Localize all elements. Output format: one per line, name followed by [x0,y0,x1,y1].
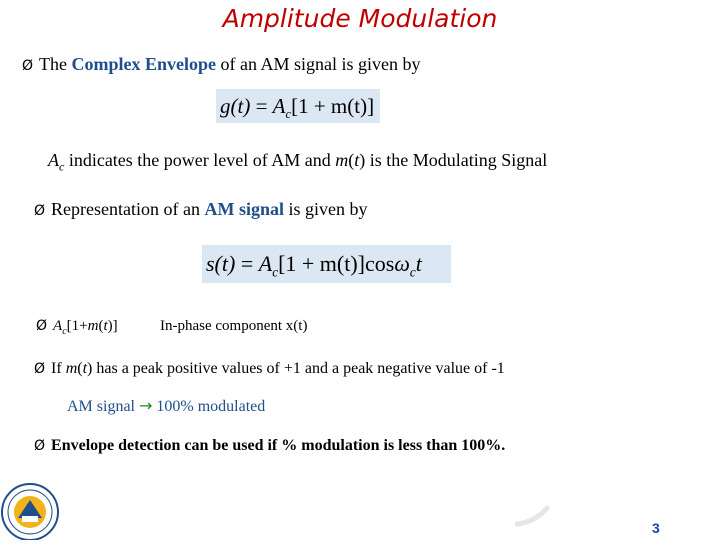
in-phase-description: In-phase component x(t) [160,318,308,334]
power-level-note: $A_c$ indicates the power level of AM and m(t) is the Modulating Signal [48,150,548,174]
in-phase-bullet: Ø $A_c[1+m(t)]$ [36,318,118,337]
am-signal-bullet: Ø Representation of an AM signal is given by [34,199,368,219]
modulation-result: AM signal → 100% modulated [67,396,266,415]
arrow-bullet-icon: Ø [34,361,46,377]
peak-values-bullet: Ø If m(t) has a peak positive values of +1 and a peak negative value of -1 [34,360,505,377]
term-complex-envelope: Complex Envelope [71,54,217,74]
svg-text:·: · [29,530,31,535]
right-arrow-icon: → [139,396,153,415]
am-signal-equation: $s(t) = A_c[1 + m(t)]\cos\omega_ct$ [202,245,451,283]
page-number: 3 [652,520,660,536]
university-seal-icon [0,478,62,540]
slide-title: Amplitude Modulation [222,4,498,33]
arrow-bullet-icon: Ø [34,438,46,454]
envelope-detection-bullet: Ø Envelope detection can be used if % modulation is less than 100%. [34,437,506,454]
arrow-bullet-icon: Ø [34,203,46,219]
arrow-bullet-icon: Ø [36,318,48,334]
complex-envelope-equation: $g(t) = A_c[1 + m(t)]$ [216,89,380,123]
complex-envelope-bullet: Ø The Complex Envelope of an AM signal is given by [22,54,421,74]
term-am-signal: AM signal [204,199,284,219]
arrow-bullet-icon: Ø [22,58,34,74]
swoosh-decoration [515,500,555,530]
